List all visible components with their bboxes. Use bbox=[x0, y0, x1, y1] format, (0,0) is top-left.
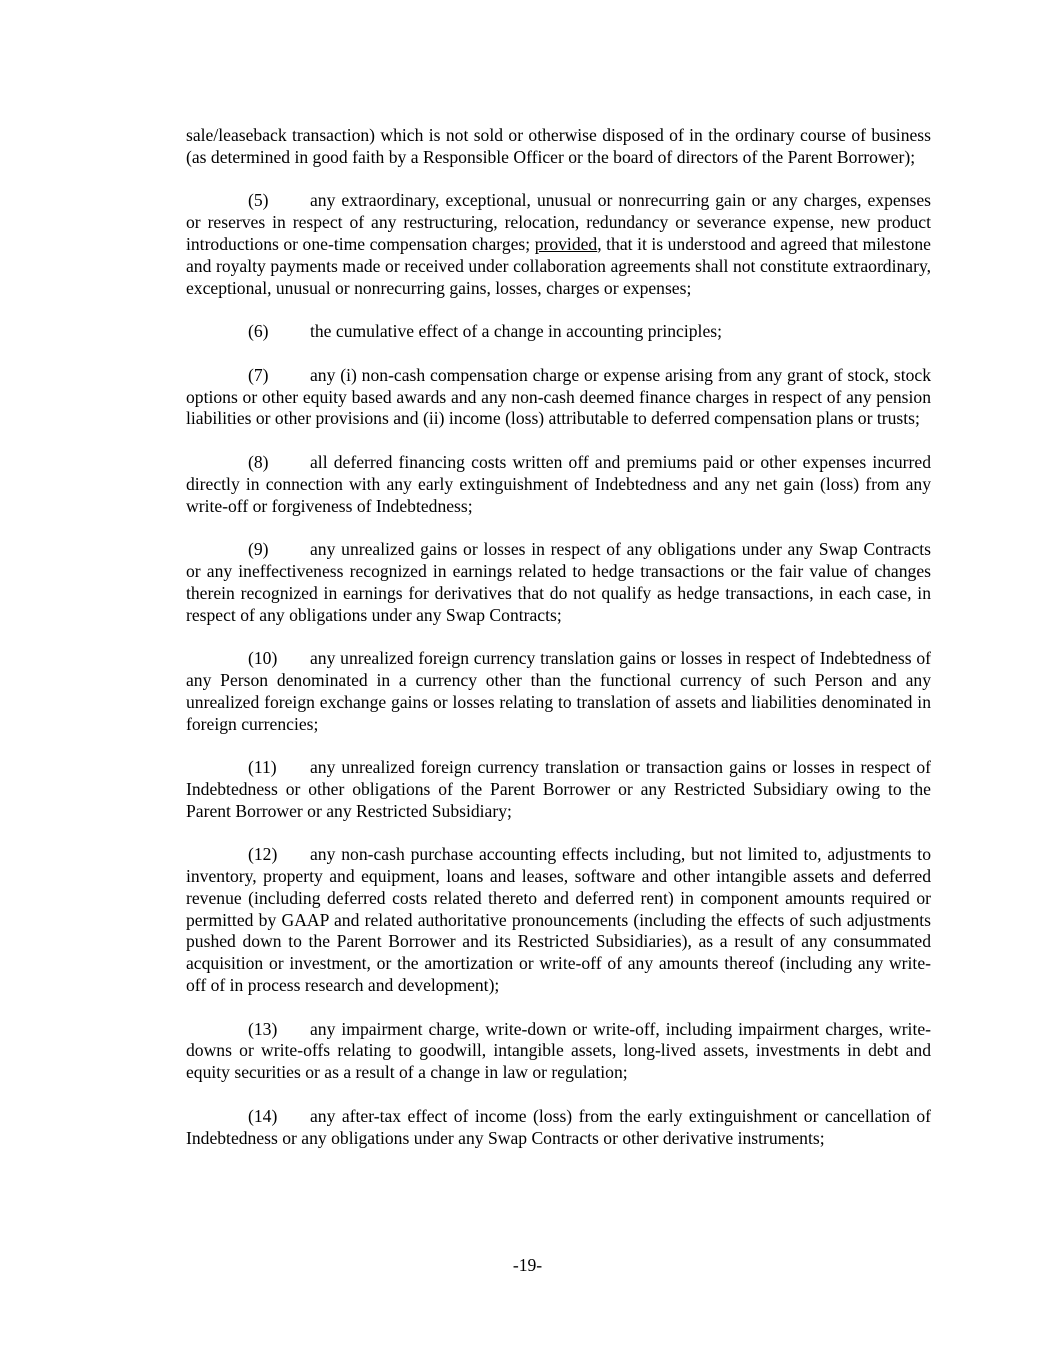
document-body bbox=[186, 125, 931, 1171]
clause-5 bbox=[186, 190, 931, 299]
clause-text: any impairment charge, write-down or write-off, including impairment charges, write-downs or write-offs relating to goodwill, intangible assets, long-lived assets, investments in debt and equity securities or as a result of a change in law or regulation; bbox=[186, 1018, 931, 1083]
clause-number: (13) bbox=[248, 1018, 278, 1039]
clause-8 bbox=[186, 452, 931, 517]
clause-13 bbox=[186, 1019, 931, 1084]
clause-text: any unrealized gains or losses in respect of any obligations under any Swap Contracts or any ineffectiveness recognized in earnings related to hedge transactions or the fair value of changes therein recognized in earnings for derivatives that do not qualify as hedge transactions, in each case, in respect of any obligations under any Swap Contracts; bbox=[186, 539, 931, 625]
clause-text: any unrealized foreign currency translation or transaction gains or losses in respect of Indebtedness or other obligations of the Parent Borrower or any Restricted Subsidiary owing to the Parent Borrower or any Restricted Subsidiary; bbox=[186, 757, 931, 821]
clause-text: the cumulative effect of a change in accounting principles; bbox=[310, 321, 722, 342]
clause-number: (6) bbox=[248, 321, 269, 342]
clause-number: (8) bbox=[248, 451, 269, 472]
clause-9 bbox=[186, 539, 931, 626]
clause-text: any extraordinary, exceptional, unusual or nonrecurring gain or any charges, expenses or reserves in respect of any restructuring, relocation, redundancy or severance expense, new product introductions or one-time compensation charges; bbox=[186, 190, 931, 254]
clause-number: (12) bbox=[248, 844, 278, 865]
clause-6 bbox=[186, 321, 931, 343]
clause-text-continued: , that it is understood and agreed that milestone and royalty payments made or received under collaboration agreements shall not constitute extraordinary, exceptional, unusual or nonrecurring gains, losses, charges or expenses; bbox=[186, 233, 931, 298]
clause-text: all deferred financing costs written off and premiums paid or other expenses incurred directly in connection with any early extinguishment of Indebtedness and any net gain (loss) from any write-off or forgiveness of Indebtedness; bbox=[186, 451, 931, 516]
clause-10 bbox=[186, 648, 931, 735]
clause-14 bbox=[186, 1106, 931, 1150]
clause-text: any after-tax effect of income (loss) from the early extinguishment or cancellation of Indebtedness or any obligations under any Swap Contracts or other derivative instruments; bbox=[186, 1105, 931, 1148]
page-number: -19- bbox=[512, 1255, 543, 1275]
clause-number: (11) bbox=[248, 757, 277, 778]
clause-number: (10) bbox=[248, 648, 278, 669]
clause-number: (9) bbox=[248, 539, 269, 560]
clause-text: any unrealized foreign currency translation gains or losses in respect of Indebtedness of any Person denominated in a currency other than the functional currency of such Person and any unrealized foreign exchange gains or losses relating to translation of assets and liabilities denominated in foreign currencies; bbox=[186, 648, 931, 734]
clause-number: (7) bbox=[248, 364, 269, 385]
clause-number: (14) bbox=[248, 1105, 278, 1126]
continuation-paragraph: sale/leaseback transaction) which is not sold or otherwise disposed of in the ordinary course of business (as determined in good faith by a Responsible Officer or the board of directors of the Parent Borrower); bbox=[186, 125, 931, 167]
clause-12 bbox=[186, 844, 931, 997]
provided-term: provided bbox=[534, 233, 598, 254]
clause-7 bbox=[186, 365, 931, 430]
clause-text: any (i) non-cash compensation charge or expense arising from any grant of stock, stock options or other equity based awards and any non-cash deemed finance charges in respect of any pension liabilities or other provisions and (ii) income (loss) attributable to deferred compensation plans or trusts; bbox=[186, 364, 931, 429]
clause-11 bbox=[186, 757, 931, 822]
clause-number: (5) bbox=[248, 190, 269, 211]
clause-text: any non-cash purchase accounting effects including, but not limited to, adjustments to inventory, property and equipment, loans and leases, software and other intangible assets and deferred revenue (including deferred costs related thereto and deferred rent) in component amounts required or permitted by GAAP and related authoritative pronouncements (including the effects of such adjustments pushed down to the Parent Borrower and its Restricted Subsidiaries), as a result of any consummated acquisition or investment, or the amortization or write-off of any amounts thereof (including any write-off of in process research and development); bbox=[186, 844, 931, 996]
